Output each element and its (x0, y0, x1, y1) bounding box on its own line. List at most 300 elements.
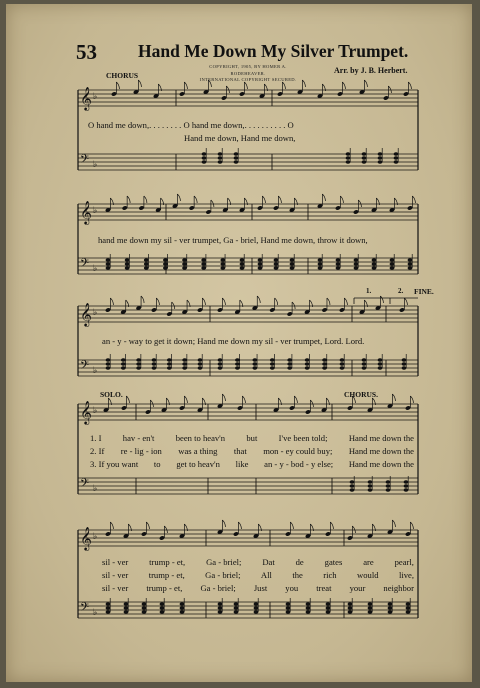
chord-note-head (340, 358, 345, 362)
chord-note-head (274, 266, 279, 270)
chord-note-head (390, 266, 395, 270)
lyric-word: hav - en't (122, 433, 155, 443)
chord-note-head (254, 606, 259, 610)
chord-note-head (201, 262, 206, 266)
chord-note-head (125, 258, 130, 262)
lyric-word: but (246, 433, 258, 443)
key-flat-icon: ♭ (93, 206, 98, 216)
lyric-word: Hand me down the (348, 459, 414, 469)
verse-line (102, 569, 414, 582)
note-flag (388, 86, 391, 93)
chord-note-head (354, 258, 359, 262)
chord-note-head (270, 358, 275, 362)
lyric-word: live, (398, 570, 414, 580)
chord-note-head (348, 610, 353, 614)
note-flag (184, 82, 187, 89)
chord-note-head (136, 366, 141, 370)
chord-note-head (160, 610, 165, 614)
note-flag (226, 86, 229, 93)
chord-note-head (386, 480, 391, 484)
chord-note-head (121, 366, 126, 370)
chord-note-head (290, 262, 295, 266)
chord-note-head (163, 262, 168, 266)
chord-note-head (406, 610, 411, 614)
copyright-line: COPYRIGHT, 1905, BY HOMER A. RODEHEAVER. (209, 64, 287, 76)
chord-note-head (106, 258, 111, 262)
chord-note-head (144, 266, 149, 270)
chord-note-head (252, 358, 257, 362)
note-flag (202, 298, 205, 305)
treble-clef-icon: 𝄞 (80, 400, 92, 424)
chord-note-head (235, 362, 240, 366)
note-flag (184, 396, 187, 403)
chord-note-head (402, 366, 407, 370)
chord-note-head (336, 258, 341, 262)
chord-note-head (368, 602, 373, 606)
chord-note-head (252, 366, 257, 370)
chord-note-head (201, 258, 206, 262)
lyric-word: de (295, 557, 304, 567)
chord-note-head (402, 362, 407, 366)
chord-note-head (368, 480, 373, 484)
lyric-word: trump - et, (146, 583, 183, 593)
note-flag (294, 396, 297, 403)
chord-note-head (305, 362, 310, 366)
lyric-line: Hand me down, Hand me down, (184, 133, 296, 143)
lyric-word: sil - ver (102, 583, 129, 593)
chord-note-head (125, 262, 130, 266)
chord-note-head (378, 358, 383, 362)
note-flag (257, 296, 260, 303)
lyric-word: trump - et, (149, 557, 186, 567)
note-flag (222, 520, 225, 527)
chord-note-head (394, 152, 399, 156)
note-flag (380, 296, 383, 303)
chord-note-head (160, 602, 165, 606)
chord-note-head (106, 366, 111, 370)
chord-note-head (121, 362, 126, 366)
chord-note-head (202, 152, 207, 156)
first-ending-marking: 1. (366, 287, 372, 295)
key-flat-icon: ♭ (93, 366, 98, 376)
chord-note-head (378, 156, 383, 160)
chord-note-head (372, 266, 377, 270)
note-flag (138, 80, 141, 87)
chord-note-head (142, 602, 147, 606)
solo-marking: SOLO. (100, 390, 123, 399)
lyric-word: Ga - briel; (205, 570, 241, 580)
chord-note-head (234, 610, 239, 614)
note-flag (410, 522, 413, 529)
lyric-word: sil - ver (102, 570, 129, 580)
chord-note-head (218, 366, 223, 370)
chord-note-head (406, 602, 411, 606)
chord-note-head (326, 610, 331, 614)
chord-note-head (305, 366, 310, 370)
note-flag (126, 396, 129, 403)
chord-note-head (318, 266, 323, 270)
lyric-line: an - y - way to get it down; Hand me down my sil - ver trumpet, Lord. Lord. (102, 336, 365, 346)
key-flat-icon: ♭ (93, 160, 98, 170)
note-flag (310, 400, 313, 407)
lyric-word: rich (323, 570, 337, 580)
chord-note-head (336, 262, 341, 266)
note-flag (156, 298, 159, 305)
chord-note-head (362, 160, 367, 164)
chord-note-head (368, 610, 373, 614)
chord-note-head (182, 258, 187, 262)
note-flag (222, 298, 225, 305)
lyric-word: Just (253, 583, 268, 593)
chord-note-head (408, 258, 413, 262)
note-flag (172, 302, 175, 309)
chord-note-head (350, 484, 355, 488)
chord-note-head (106, 610, 111, 614)
chord-note-head (234, 602, 239, 606)
bass-clef-icon: 𝄢 (80, 601, 90, 617)
chord-note-head (340, 366, 345, 370)
hymn-title: Hand Me Down My Silver Trumpet. (138, 41, 409, 61)
verse-lyrics-block (102, 556, 414, 595)
chord-note-head (404, 484, 409, 488)
note-flag (290, 522, 293, 529)
verse-lyrics-block (90, 432, 414, 471)
chord-note-head (124, 606, 129, 610)
chord-note-head (394, 160, 399, 164)
chord-note-head (182, 362, 187, 366)
chord-note-head (182, 262, 187, 266)
note-flag (342, 82, 345, 89)
chord-note-head (106, 606, 111, 610)
note-flag (211, 200, 214, 207)
chord-note-head (286, 602, 291, 606)
chord-note-head (386, 488, 391, 492)
chord-note-head (106, 262, 111, 266)
note-flag (322, 194, 325, 201)
arranger-credit: Arr. by J. B. Herbert. (334, 66, 408, 75)
chord-note-head (274, 262, 279, 266)
chord-note-head (348, 602, 353, 606)
chord-note-head (182, 358, 187, 362)
chord-note-head (346, 156, 351, 160)
chord-note-head (258, 262, 263, 266)
note-flag (412, 196, 415, 203)
lyric-word: treat (316, 583, 332, 593)
chord-note-head (136, 362, 141, 366)
lyric-word: neighbor (383, 583, 414, 593)
note-flag (110, 522, 113, 529)
chord-note-head (287, 358, 292, 362)
chord-note-head (286, 610, 291, 614)
note-flag (408, 82, 411, 89)
chord-note-head (220, 266, 225, 270)
chord-note-head (218, 156, 223, 160)
note-flag (164, 526, 167, 533)
chord-note-head (318, 262, 323, 266)
second-ending-marking: 2. (398, 287, 404, 295)
chord-note-head (202, 156, 207, 160)
chord-note-head (362, 362, 367, 366)
note-flag (262, 196, 265, 203)
lyric-word: All (260, 570, 272, 580)
chord-note-head (372, 258, 377, 262)
lyric-word: that (233, 446, 247, 456)
chord-note-head (142, 610, 147, 614)
chord-note-head (167, 362, 172, 366)
chord-note-head (362, 358, 367, 362)
note-flag (358, 200, 361, 207)
chord-note-head (167, 358, 172, 362)
bass-clef-icon: 𝄢 (80, 153, 90, 169)
key-flat-icon: ♭ (93, 406, 98, 416)
chord-note-head (287, 362, 292, 366)
chord-note-head (252, 362, 257, 366)
chord-note-head (350, 488, 355, 492)
chord-note-head (404, 480, 409, 484)
lyric-word: are (363, 557, 374, 567)
verse-line (102, 582, 414, 595)
note-flag (330, 522, 333, 529)
chord-note-head (336, 266, 341, 270)
note-flag (292, 302, 295, 309)
lyric-word: Dat (262, 557, 275, 567)
note-flag (275, 298, 278, 305)
note-flag (242, 396, 245, 403)
lyric-word: to (153, 459, 161, 469)
note-flag (340, 196, 343, 203)
chord-note-head (270, 362, 275, 366)
note-flag (392, 394, 395, 401)
chord-note-head (254, 602, 259, 606)
chord-note-head (368, 606, 373, 610)
lyric-word: been to heav'n (175, 433, 226, 443)
lyric-word: an - y - bod - y else; (264, 459, 334, 469)
chord-note-head (180, 606, 185, 610)
chord-note-head (144, 262, 149, 266)
chord-note-head (106, 358, 111, 362)
chord-note-head (124, 610, 129, 614)
bass-clef-icon: 𝄢 (80, 257, 90, 273)
lyric-word: 3. If you want (90, 459, 139, 469)
fine-marking: FINE. (414, 287, 434, 296)
chord-note-head (180, 610, 185, 614)
chord-note-head (354, 266, 359, 270)
chord-note-head (390, 258, 395, 262)
lyric-word: pearl, (394, 557, 414, 567)
chord-note-head (258, 266, 263, 270)
chord-note-head (234, 152, 239, 156)
lyric-line: hand me down my sil - ver trumpet, Ga - briel, Hand me down, throw it down, (98, 235, 368, 245)
key-flat-icon: ♭ (93, 532, 98, 542)
chord-note-head (182, 266, 187, 270)
chord-note-head (234, 156, 239, 160)
lyric-word: was a thing (178, 446, 218, 456)
chord-note-head (290, 258, 295, 262)
chord-note-head (290, 266, 295, 270)
treble-clef-icon: 𝄞 (80, 526, 92, 550)
chord-note-head (218, 602, 223, 606)
chord-note-head (167, 366, 172, 370)
chord-note-head (121, 358, 126, 362)
chord-note-head (378, 160, 383, 164)
lyric-word: mon - ey could buy; (263, 446, 333, 456)
key-flat-icon: ♭ (93, 608, 98, 618)
chorus-marking: CHORUS. (344, 390, 378, 399)
lyric-word: Hand me down the (348, 446, 414, 456)
chord-note-head (218, 160, 223, 164)
note-flag (177, 194, 180, 201)
chord-note-head (322, 362, 327, 366)
chord-note-head (378, 366, 383, 370)
lyric-word: sil - ver (102, 557, 129, 567)
key-flat-icon: ♭ (93, 308, 98, 318)
chord-note-head (180, 602, 185, 606)
lyric-line: O hand me down,. . . . . . . . O hand me down,. . . . . . . . . . O (88, 120, 294, 130)
chord-note-head (306, 602, 311, 606)
verse-line (90, 445, 414, 458)
chord-note-head (198, 358, 203, 362)
chord-note-head (240, 266, 245, 270)
chord-note-head (388, 602, 393, 606)
chord-note-head (220, 262, 225, 266)
chord-note-head (258, 258, 263, 262)
key-flat-icon: ♭ (93, 264, 98, 274)
chord-note-head (144, 258, 149, 262)
note-flag (222, 394, 225, 401)
chord-note-head (240, 258, 245, 262)
note-flag (146, 522, 149, 529)
chord-note-head (106, 362, 111, 366)
note-flag (352, 526, 355, 533)
chord-note-head (322, 358, 327, 362)
chord-note-head (322, 366, 327, 370)
treble-clef-icon: 𝄞 (80, 302, 92, 326)
chord-note-head (234, 606, 239, 610)
chord-note-head (372, 262, 377, 266)
lyric-word: trump - et, (148, 570, 185, 580)
lyric-word: Hand me down the (348, 433, 414, 443)
chord-note-head (306, 610, 311, 614)
note-flag (404, 298, 407, 305)
chord-note-head (124, 602, 129, 606)
chord-note-head (386, 484, 391, 488)
verse-line (102, 556, 414, 569)
chord-note-head (368, 488, 373, 492)
chord-note-head (346, 152, 351, 156)
chord-note-head (220, 258, 225, 262)
lyric-word: Ga - briel; (200, 583, 236, 593)
hymnal-page (6, 4, 472, 682)
verse-line (90, 458, 414, 471)
chord-note-head (378, 152, 383, 156)
chord-note-head (240, 262, 245, 266)
chord-note-head (326, 602, 331, 606)
note-flag (344, 298, 347, 305)
chord-note-head (368, 484, 373, 488)
copyright-notice (192, 64, 304, 84)
chord-note-head (254, 610, 259, 614)
lyric-word: like (235, 459, 249, 469)
chord-note-head (350, 480, 355, 484)
chord-note-head (218, 152, 223, 156)
bass-clef-icon: 𝄢 (80, 477, 90, 493)
chord-note-head (218, 606, 223, 610)
note-flag (410, 396, 413, 403)
note-flag (392, 520, 395, 527)
chord-note-head (408, 262, 413, 266)
chord-note-head (136, 358, 141, 362)
chord-note-head (198, 366, 203, 370)
chord-note-head (340, 362, 345, 366)
note-flag (127, 196, 130, 203)
note-flag (144, 196, 147, 203)
chord-note-head (394, 156, 399, 160)
lyric-word: the (292, 570, 303, 580)
chord-note-head (235, 358, 240, 362)
note-flag (278, 196, 281, 203)
chord-note-head (362, 366, 367, 370)
treble-clef-icon: 𝄞 (80, 200, 92, 224)
lyric-word: your (349, 583, 366, 593)
chord-note-head (388, 606, 393, 610)
chord-note-head (270, 366, 275, 370)
chord-note-head (218, 358, 223, 362)
lyric-word: get to heav'n (176, 459, 220, 469)
note-flag (110, 298, 113, 305)
treble-clef-icon: 𝄞 (80, 86, 92, 110)
chord-note-head (125, 266, 130, 270)
chord-note-head (286, 606, 291, 610)
chord-note-head (182, 366, 187, 370)
note-flag (194, 196, 197, 203)
chord-note-head (404, 488, 409, 492)
chord-note-head (152, 366, 157, 370)
chord-note-head (106, 602, 111, 606)
chord-note-head (354, 262, 359, 266)
note-flag (238, 522, 241, 529)
chord-note-head (318, 258, 323, 262)
lyric-word: Ga - briel; (206, 557, 242, 567)
chord-note-head (305, 358, 310, 362)
chord-note-head (218, 610, 223, 614)
note-flag (116, 82, 119, 89)
lyric-word: I've been told; (278, 433, 328, 443)
chord-note-head (152, 362, 157, 366)
chord-note-head (402, 358, 407, 362)
note-flag (364, 80, 367, 87)
chord-note-head (306, 606, 311, 610)
chord-note-head (390, 262, 395, 266)
lyric-word: you (285, 583, 299, 593)
chord-note-head (362, 152, 367, 156)
lyric-word: re - lig - ion (120, 446, 162, 456)
note-flag (150, 400, 153, 407)
chord-note-head (388, 610, 393, 614)
chord-note-head (198, 362, 203, 366)
chord-note-head (287, 366, 292, 370)
lyric-word: gates (324, 557, 343, 567)
chord-note-head (378, 362, 383, 366)
chord-note-head (163, 266, 168, 270)
note-flag (327, 298, 330, 305)
note-flag (141, 296, 144, 303)
chord-note-head (202, 160, 207, 164)
chord-note-head (326, 606, 331, 610)
chord-note-head (406, 606, 411, 610)
chord-note-head (346, 160, 351, 164)
chord-note-head (142, 606, 147, 610)
lyric-word: would (357, 570, 379, 580)
